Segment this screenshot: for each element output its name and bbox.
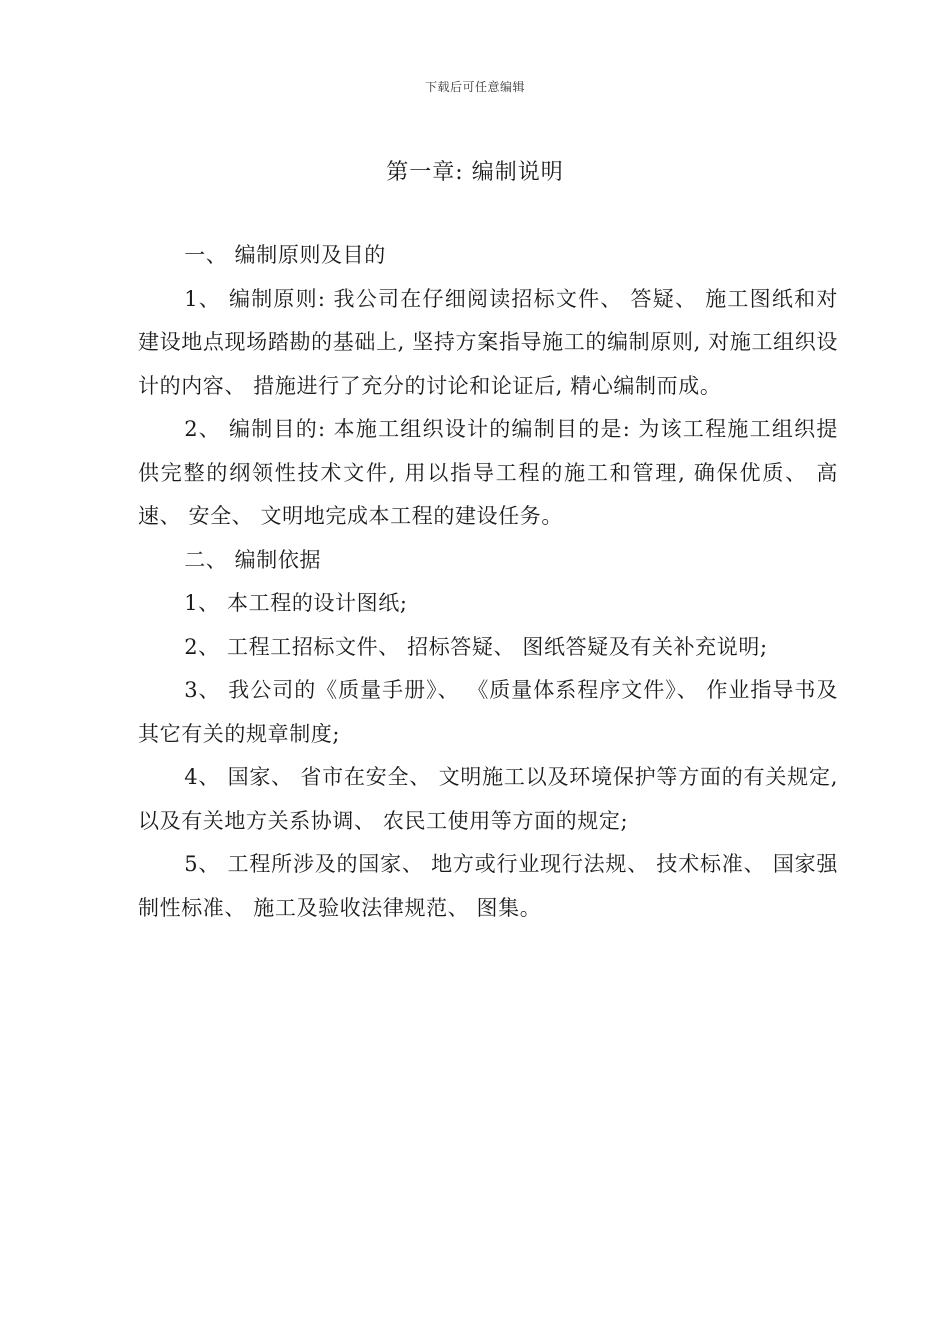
section-heading-basis: 二、 编制依据	[184, 547, 322, 572]
paragraph-principle: 1、 编制原则: 我公司在仔细阅读招标文件、 答疑、 施工图纸和对建设地点现场踏勘的基础上, 坚持方案指导施工的编制原则, 对施工组织设计的内容、 措施进行了充分的讨论和论证后, 精心编制而成。	[138, 286, 838, 398]
basis-item-5: 5、 工程所涉及的国家、 地方或行业现行法规、 技术标准、 国家强制性标准、 施工及验收法律规范、 图集。	[138, 852, 838, 920]
page-header: 下载后可任意编辑	[424, 80, 525, 94]
basis-item-4: 4、 国家、 省市在安全、 文明施工以及环境保护等方面的有关规定, 以及有关地方关系协调、 农民工使用等方面的规定;	[138, 765, 838, 833]
basis-item-1: 1、 本工程的设计图纸;	[184, 591, 408, 615]
basis-item-3: 3、 我公司的《质量手册》、 《质量体系程序文件》、 作业指导书及其它有关的规章制度;	[138, 678, 838, 746]
section-heading-principles: 一、 编制原则及目的	[184, 243, 386, 267]
document-body	[138, 234, 838, 930]
paragraph-purpose: 2、 编制目的: 本施工组织设计的编制目的是: 为该工程施工组织提供完整的纲领性技术文件, 用以指导工程的施工和管理, 确保优质、 高速、 安全、 文明地完成本工程的建设任务。	[138, 417, 838, 528]
chapter-title: 第一章: 编制说明	[386, 160, 564, 185]
basis-item-2: 2、 工程工招标文件、 招标答疑、 图纸答疑及有关补充说明;	[184, 634, 768, 659]
